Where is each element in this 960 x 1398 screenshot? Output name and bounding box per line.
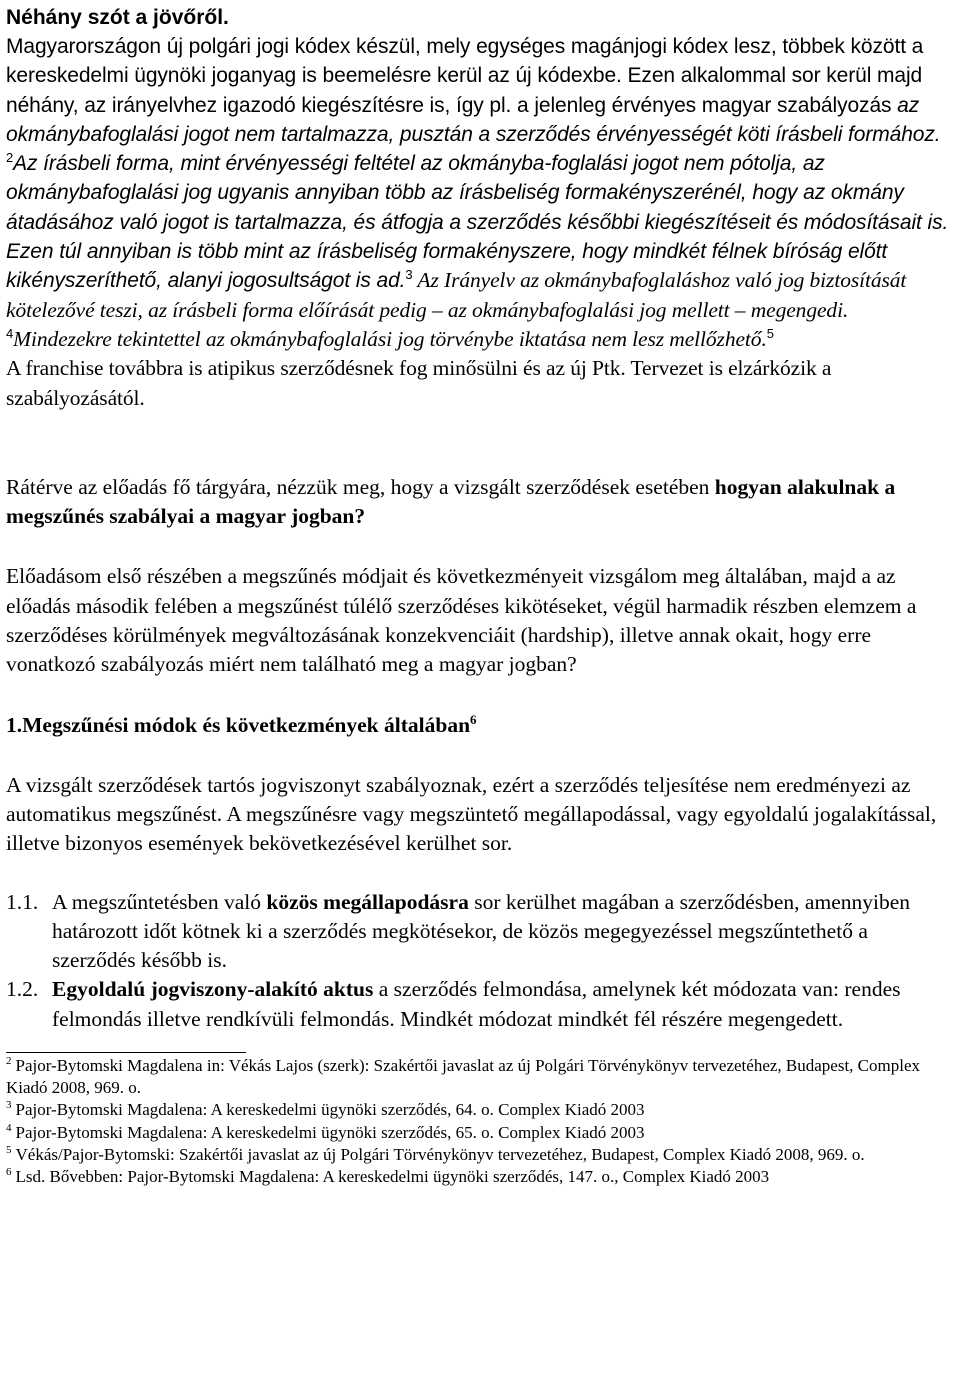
topic-question: hogyan alakulnak a megszűnés szabályai a magyar jogban?	[6, 474, 896, 529]
list-item-text: a szerződés felmondása, amelynek két módozata van: rendes felmondás illetve rendkívüli felmondás. Mindkét módozat mindkét fél részére megengedett.	[52, 977, 901, 1031]
plan-paragraph: Előadásom első részében a megszűnés módjait és következményeit vizsgálom meg általában, majd a az előadás második felében a megszűnést túlélő szerződéses kikötéseket, végül harmadik részben elemzem a szerződéses körülmények megváltozásának konzekvenciáit (hardship), illetve annak okait, hogy erre vonatkozó szabályozás miért nem található meg a magyar jogban?	[6, 564, 917, 677]
footnote-number: 5	[6, 1143, 12, 1156]
intro-italic-3: Az Irányelv az okmánybafoglaláshoz való jog biztosítását kötelezővé teszi, az írásbeli forma előírását pedig – az okmánybafoglalási jog mellett – megengedi.	[6, 268, 907, 322]
list-item-bold: közös megállapodásra	[266, 889, 469, 914]
intro-italic-1: az okmánybafoglalási jogot nem tartalmazza, pusztán a szerződés érvényességét köti írásbeli formához.	[6, 93, 941, 146]
list-item-text: sor kerülhet magában a szerződésben, amennyiben határozott időt kötnek ki a szerződés megkötésekor, de közös megegyezéssel megszűntethető a szerződés később is.	[52, 889, 910, 973]
footnote	[6, 1122, 952, 1144]
footnote-ref-5[interactable]: 5	[766, 325, 774, 341]
footnote-ref-4[interactable]: 4	[6, 325, 14, 341]
footnote-divider	[6, 1052, 246, 1053]
topic-text: Rátérve az előadás fő tárgyára, nézzük meg, hogy a vizsgált szerződések esetében	[6, 474, 715, 499]
footnote-number: 3	[6, 1099, 12, 1112]
document-page	[6, 3, 952, 1188]
list-item	[6, 888, 952, 976]
list-item-number: 1.2.	[6, 977, 39, 1002]
intro-paragraph	[6, 32, 952, 413]
list-item	[6, 975, 952, 1034]
list-item-bold: Egyoldalú jogviszony-alakító aktus	[52, 977, 374, 1002]
footnote	[6, 1166, 952, 1188]
footnote-ref-2[interactable]: 2	[6, 150, 14, 166]
intro-text-1: Magyarországon új polgári jogi kódex készül, mely egységes magánjogi kódex lesz, többek között a kereskedelmi ügynöki joganyag is beemelésre kerül az új kódexbe. Ezen alkalommal sor kerül majd néhány, az irányelvhez igazodó kiegészítésre is, így pl. a jelenleg érvényes magyar szabályozás	[6, 35, 924, 117]
section-heading	[6, 711, 952, 740]
footnote-text: Lsd. Bővebben: Pajor-Bytomski Magdalena: A kereskedelmi ügynöki szerződés, 147. o., Complex Kiadó 2003	[15, 1167, 770, 1187]
footnote-number: 6	[6, 1166, 12, 1179]
intro-italic-4: Mindezekre tekintettel az okmánybafoglalási jog törvénybe iktatása nem lesz mellőzhető.	[13, 326, 767, 351]
section-paragraph: A vizsgált szerződések tartós jogviszonyt szabályoznak, ezért a szerződés teljesítése nem eredményezi az automatikus megszűnést. A megszűnésre vagy megszüntető megállapodással, vagy egyoldalú jogalakítással, illetve bizonyos események bekövetkezésével kerülhet sor.	[6, 772, 937, 856]
footnote-text: Pajor-Bytomski Magdalena: A kereskedelmi ügynöki szerződés, 64. o. Complex Kiadó 2003	[15, 1100, 645, 1120]
footnote	[6, 1099, 952, 1121]
footnotes	[6, 1055, 952, 1188]
topic-paragraph	[6, 473, 952, 532]
footnote-ref-6[interactable]: 6	[470, 711, 477, 727]
footnote	[6, 1144, 952, 1166]
footnote-ref-3[interactable]: 3	[405, 267, 413, 283]
intro-text-2: A franchise továbbra is atipikus szerződésnek fog minősülni és az új Ptk. Tervezet is elzárkózik a szabályozásától.	[6, 356, 832, 410]
footnote-text: Pajor-Bytomski Magdalena: A kereskedelmi ügynöki szerződés, 65. o. Complex Kiadó 2003	[15, 1122, 645, 1142]
intro-italic-2: Az írásbeli forma, mint érvényességi feltétel az okmányba-foglalási jogot nem pótolja, az okmánybafoglalási jog ugyanis annyiban több az írásbeliség formakényszerénél, hogy az okmány átadásához való jogot is tartalmazza, és átfogja a szerződés későbbi kiegészítéseit és módosításait is. Ezen túl annyiban is több mint az írásbeliség formakényszere, hogy mindkét félnek bíróság előtt kikényszeríthető, alanyi jogosultságot is ad.	[6, 152, 949, 293]
footnote-number: 4	[6, 1121, 12, 1134]
footnote-number: 2	[6, 1055, 12, 1068]
section-heading-text: 1.Megszűnési módok és következmények általában	[6, 712, 471, 737]
footnote-text: Vékás/Pajor-Bytomski: Szakértői javaslat az új Polgári Törvénykönyv tervezetéhez, Budapest, Complex Kiadó 2008, 969. o.	[15, 1144, 865, 1164]
footnote-text: Pajor-Bytomski Magdalena in: Vékás Lajos (szerk): Szakértői javaslat az új Polgári Törvénykönyv tervezetéhez, Budapest, Complex Kiadó 2008, 969. o.	[6, 1056, 921, 1098]
intro-heading: Néhány szót a jövőről.	[6, 6, 229, 29]
footnote	[6, 1055, 952, 1099]
list-item-number: 1.1.	[6, 889, 39, 914]
list-item-text: A megszűntetésben való	[52, 889, 267, 914]
